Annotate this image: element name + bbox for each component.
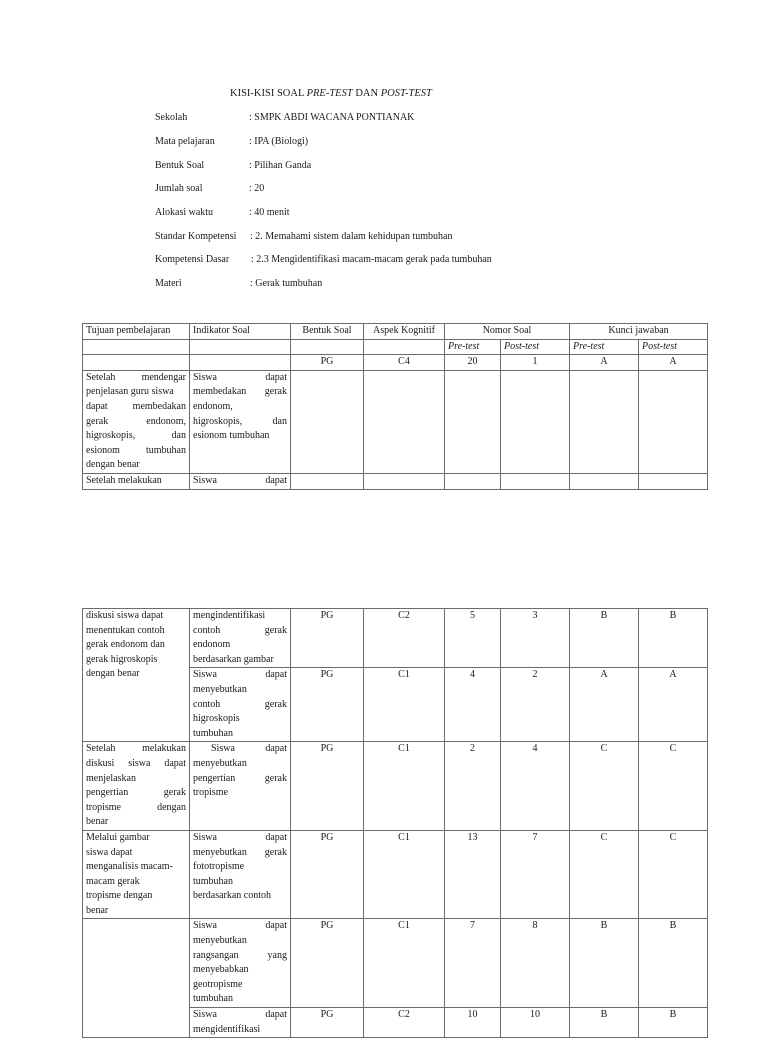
text-line: siswa dapat <box>86 846 133 858</box>
kunci-pre-cell: A <box>570 668 639 742</box>
nomor-post-cell: 8 <box>501 919 570 1008</box>
nomor-pre-cell: 7 <box>445 919 501 1008</box>
indikator-cell <box>190 609 291 668</box>
indikator-cell <box>190 919 291 1008</box>
kunci-pre-cell: B <box>570 1008 639 1038</box>
text-line: berdasarkan gambar <box>193 653 274 665</box>
text-line: higroskopis, dan <box>193 415 287 427</box>
text-line: menyebutkan <box>193 757 247 769</box>
meta-label-bentuk-soal: Bentuk Soal <box>155 160 205 171</box>
empty-cell <box>190 355 291 371</box>
value-nomor-pre: 20 <box>445 355 501 371</box>
text-line: tropisme dengan <box>86 801 186 813</box>
text-line: geotropisme <box>193 978 243 990</box>
meta-label-mata-pelajaran: Mata pelajaran <box>155 136 215 147</box>
empty-cell <box>445 370 501 473</box>
bentuk-cell: PG <box>291 668 364 742</box>
kunci-post-cell: B <box>639 609 708 668</box>
meta-label-standar-kompetensi: Standar Kompetensi <box>155 231 237 242</box>
text-line: endonom, <box>193 400 233 412</box>
nomor-pre-cell: 2 <box>445 742 501 831</box>
meta-value-standar-kompetensi: : 2. Memahami sistem dalam kehidupan tumbuhan <box>250 231 453 242</box>
text-line: Siswa dapat <box>193 371 287 383</box>
meta-value-materi: : Gerak tumbuhan <box>250 278 323 289</box>
indikator-cell <box>190 668 291 742</box>
meta-label-sekolah: Sekolah <box>155 112 188 123</box>
text-line: dengan benar <box>86 459 140 471</box>
header-aspek-kognitif: Aspek Kognitif <box>364 324 445 340</box>
text-line: tropisme <box>193 787 228 799</box>
text-line: higroskopis, dan <box>86 430 186 442</box>
subheader-nomor-pre-test: Pre-test <box>445 339 501 355</box>
value-aspek: C4 <box>364 355 445 371</box>
text-line: menyebabkan <box>193 964 249 976</box>
meta-value-mata-pelajaran: : IPA (Biologi) <box>249 136 309 147</box>
text-line: fototropisme <box>193 861 245 873</box>
text-line: Melalui gambar <box>86 831 150 843</box>
meta-value-alokasi-waktu: : 40 menit <box>249 207 290 218</box>
meta-value-jumlah-soal: : 20 <box>249 183 265 194</box>
text-line: Siswa dapat <box>193 831 287 843</box>
text-line: mengidentifikasi <box>193 1023 261 1035</box>
header-nomor-soal: Nomor Soal <box>445 324 570 340</box>
empty-cell <box>83 355 190 371</box>
tujuan-cell <box>83 473 190 489</box>
text-line: contoh gerak <box>193 698 287 710</box>
text-line: pengertian gerak <box>86 787 186 799</box>
text-line: macam gerak <box>86 875 140 887</box>
text-line: tumbuhan <box>193 727 233 739</box>
indikator-cell <box>190 370 291 473</box>
value-nomor-post: 1 <box>501 355 570 371</box>
empty-cell <box>291 370 364 473</box>
tujuan-cell <box>83 609 190 742</box>
empty-cell <box>501 473 570 489</box>
text-line: Setelah mendengar <box>86 371 186 383</box>
empty-cell <box>364 370 445 473</box>
grid-table-2 <box>82 608 708 1038</box>
text-line: diskusi siswa dapat <box>86 757 186 769</box>
text-line: Siswa dapat <box>193 1009 287 1021</box>
kunci-pre-cell: B <box>570 609 639 668</box>
aspek-cell: C2 <box>364 609 445 668</box>
empty-cell <box>639 370 708 473</box>
indikator-cell <box>190 742 291 831</box>
nomor-post-cell: 2 <box>501 668 570 742</box>
text-line: gerak endonom, <box>86 415 186 427</box>
text-line: benar <box>86 904 109 916</box>
indikator-cell <box>190 830 291 919</box>
kunci-post-cell: B <box>639 919 708 1008</box>
aspek-cell: C1 <box>364 742 445 831</box>
bentuk-cell: PG <box>291 830 364 919</box>
nomor-post-cell: 4 <box>501 742 570 831</box>
text-line: menyebutkan gerak <box>193 846 287 858</box>
bentuk-cell: PG <box>291 919 364 1008</box>
text-line: menyebutkan <box>193 935 247 947</box>
empty-cell <box>570 473 639 489</box>
text-line: pengertian gerak <box>193 772 287 784</box>
aspek-cell: C2 <box>364 1008 445 1038</box>
text-line: menjelaskan <box>86 772 136 784</box>
nomor-post-cell: 3 <box>501 609 570 668</box>
text-line: diskusi siswa dapat <box>86 610 164 621</box>
text-line: tumbuhan <box>193 875 233 887</box>
bentuk-cell: PG <box>291 1008 364 1038</box>
value-kunci-pre: A <box>570 355 639 371</box>
text-line: mengindentifikasi <box>193 610 266 621</box>
grid-table-1 <box>82 323 708 490</box>
text-line: esionom tumbuhan <box>193 430 270 442</box>
subheader-kunci-post-test: Post-test <box>639 339 708 355</box>
text-line: membedakan gerak <box>193 386 287 398</box>
header-kunci-jawaban: Kunci jawaban <box>570 324 708 340</box>
text-line: benar <box>86 816 109 828</box>
meta-label-materi: Materi <box>155 278 182 289</box>
text-line: dengan benar <box>86 668 140 680</box>
tujuan-cell <box>83 919 190 1038</box>
tujuan-cell <box>83 370 190 473</box>
kunci-post-cell: C <box>639 830 708 919</box>
nomor-pre-cell: 4 <box>445 668 501 742</box>
kunci-post-cell: A <box>639 668 708 742</box>
meta-value-sekolah: : SMPK ABDI WACANA PONTIANAK <box>249 112 415 123</box>
bentuk-cell: PG <box>291 742 364 831</box>
aspek-cell: C1 <box>364 668 445 742</box>
aspek-cell: C1 <box>364 830 445 919</box>
empty-cell <box>83 339 190 355</box>
kunci-pre-cell: C <box>570 742 639 831</box>
tujuan-cell <box>83 830 190 919</box>
text-line: dapat membedakan <box>86 400 186 412</box>
text-line: Setelah melakukan <box>86 743 186 755</box>
kunci-post-cell: C <box>639 742 708 831</box>
nomor-post-cell: 10 <box>501 1008 570 1038</box>
text-line: tropisme dengan <box>86 890 153 902</box>
header-bentuk-soal: Bentuk Soal <box>291 324 364 340</box>
empty-cell <box>501 370 570 473</box>
text-line: rangsangan yang <box>193 949 287 961</box>
text-line: gerak higroskopis <box>86 653 158 665</box>
text-line: Siswa dapat <box>211 743 287 755</box>
meta-label-alokasi-waktu: Alokasi waktu <box>155 207 214 218</box>
kunci-pre-cell: C <box>570 830 639 919</box>
aspek-cell: C1 <box>364 919 445 1008</box>
subheader-nomor-post-test: Post-test <box>501 339 570 355</box>
nomor-pre-cell: 5 <box>445 609 501 668</box>
nomor-post-cell: 7 <box>501 830 570 919</box>
empty-cell <box>445 473 501 489</box>
empty-cell <box>570 370 639 473</box>
text-line: esionom tumbuhan <box>86 444 186 456</box>
header-tujuan: Tujuan pembelajaran <box>83 324 190 340</box>
kunci-post-cell: B <box>639 1008 708 1038</box>
text-line: penjelasan guru siswa <box>86 386 174 398</box>
empty-cell <box>190 339 291 355</box>
text-line: endonom <box>193 639 231 651</box>
text-line: gerak endonom dan <box>86 639 165 651</box>
empty-cell <box>364 339 445 355</box>
subheader-kunci-pre-test: Pre-test <box>570 339 639 355</box>
meta-value-bentuk-soal: : Pilihan Ganda <box>249 160 312 171</box>
value-bentuk: PG <box>291 355 364 371</box>
header-indikator: Indikator Soal <box>190 324 291 340</box>
indikator-cell <box>190 1008 291 1038</box>
text-line: menyebutkan <box>193 683 247 695</box>
text-line: higroskopis <box>193 713 240 725</box>
tujuan-cell <box>83 742 190 831</box>
nomor-pre-cell: 13 <box>445 830 501 919</box>
empty-cell <box>639 473 708 489</box>
text-line: tumbuhan <box>193 993 233 1005</box>
meta-label-jumlah-soal: Jumlah soal <box>155 183 203 194</box>
empty-cell <box>291 473 364 489</box>
nomor-pre-cell: 10 <box>445 1008 501 1038</box>
text-line: Siswa dapat <box>193 669 287 681</box>
text-line: menganalisis macam- <box>86 861 173 873</box>
empty-cell <box>291 339 364 355</box>
indikator-cell <box>190 473 291 489</box>
text-line: Siswa dapat <box>193 920 287 932</box>
text-line: menentukan contoh <box>86 624 165 636</box>
text-line: berdasarkan contoh <box>193 890 272 902</box>
text-line: Setelah melakukan <box>86 474 162 486</box>
meta-label-kompetensi-dasar: Kompetensi Dasar <box>155 254 230 265</box>
kunci-pre-cell: B <box>570 919 639 1008</box>
value-kunci-post: A <box>639 355 708 371</box>
bentuk-cell: PG <box>291 609 364 668</box>
meta-value-kompetensi-dasar: : 2.3 Mengidentifikasi macam-macam gerak pada tumbuhan <box>251 254 492 265</box>
document-title: KISI-KISI SOAL PRE-TEST DAN POST-TEST <box>230 88 432 99</box>
text-line: contoh gerak <box>193 624 287 636</box>
text-line: Siswa dapat <box>193 474 287 486</box>
empty-cell <box>364 473 445 489</box>
